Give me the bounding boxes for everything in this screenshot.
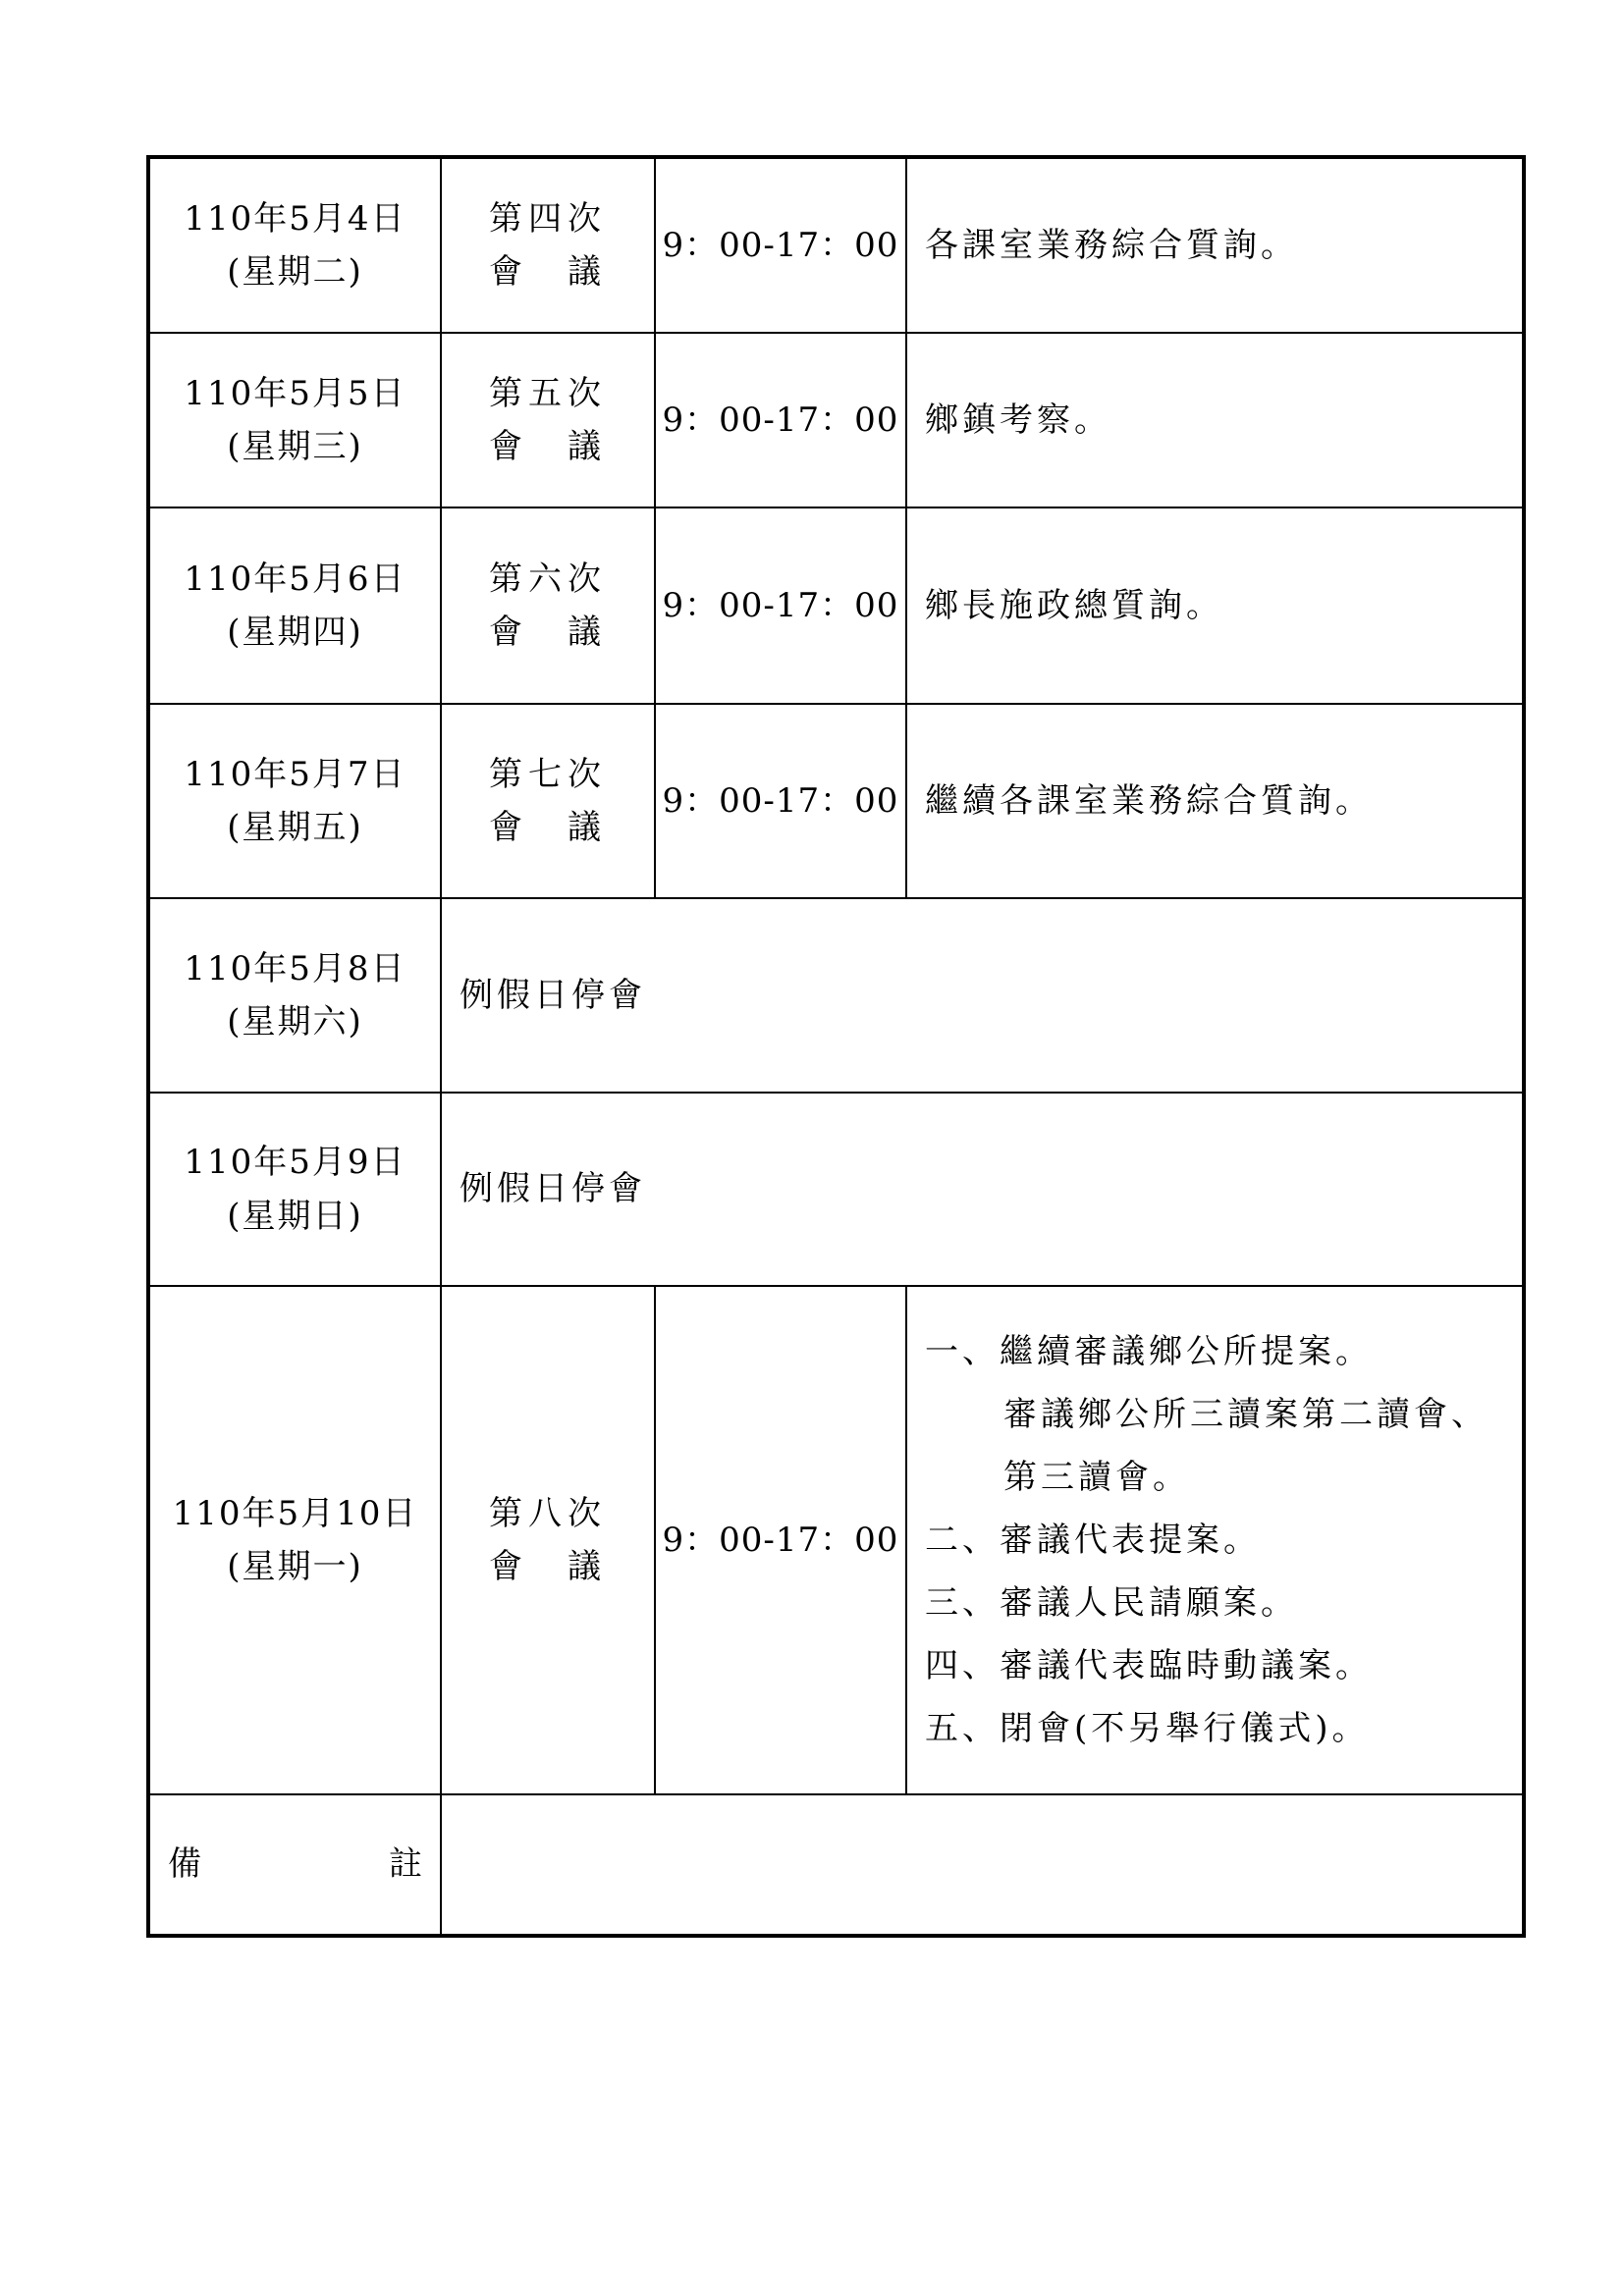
table-row-holiday bbox=[150, 898, 1522, 1093]
date-cell bbox=[150, 1286, 441, 1794]
agenda-cell: 繼續各課室業務綜合質詢。 bbox=[906, 704, 1522, 898]
date-cell bbox=[150, 1093, 441, 1286]
meeting-schedule-table bbox=[150, 159, 1522, 1934]
agenda-list bbox=[925, 1320, 1522, 1760]
time-cell: 9：00-17：00 bbox=[655, 159, 906, 333]
date-text: 110年5月6日 bbox=[184, 559, 406, 599]
meeting-cell bbox=[441, 704, 655, 898]
meeting-cell bbox=[441, 159, 655, 333]
agenda-item: 審議鄉公所三讀案第二讀會、 bbox=[1003, 1395, 1489, 1434]
meeting-cell bbox=[441, 333, 655, 507]
agenda-cell: 各課室業務綜合質詢。 bbox=[906, 159, 1522, 333]
meeting-number: 第五次 bbox=[489, 373, 607, 413]
meeting-label: 會 議 bbox=[489, 1547, 607, 1586]
remarks-label-cell bbox=[150, 1794, 441, 1934]
time-cell: 9：00-17：00 bbox=[655, 507, 906, 704]
agenda-item: 五、閉會(不另舉行儀式)。 bbox=[925, 1709, 1370, 1748]
table-row-remarks bbox=[150, 1794, 1522, 1934]
time-cell: 9：00-17：00 bbox=[655, 704, 906, 898]
schedule-table-frame bbox=[146, 155, 1526, 1938]
holiday-note: 例假日停會 bbox=[441, 1093, 1522, 1286]
date-text: 110年5月4日 bbox=[184, 198, 406, 239]
meeting-number: 第六次 bbox=[489, 559, 607, 599]
meeting-number: 第八次 bbox=[489, 1493, 607, 1533]
agenda-cell bbox=[906, 1286, 1522, 1794]
weekday-text: (星期日) bbox=[227, 1196, 363, 1236]
date-cell bbox=[150, 507, 441, 704]
agenda-item: 三、審議人民請願案。 bbox=[925, 1583, 1298, 1623]
table-row bbox=[150, 159, 1522, 333]
weekday-text: (星期五) bbox=[227, 808, 363, 847]
agenda-cell: 鄉鎮考察。 bbox=[906, 333, 1522, 507]
date-cell bbox=[150, 159, 441, 333]
remarks-label-left: 備 bbox=[168, 1844, 201, 1885]
meeting-label: 會 議 bbox=[489, 252, 607, 292]
table-row bbox=[150, 507, 1522, 704]
agenda-cell: 鄉長施政總質詢。 bbox=[906, 507, 1522, 704]
holiday-note: 例假日停會 bbox=[441, 898, 1522, 1093]
weekday-text: (星期四) bbox=[227, 613, 363, 652]
meeting-label: 會 議 bbox=[489, 613, 607, 652]
meeting-number: 第七次 bbox=[489, 754, 607, 794]
date-text: 110年5月10日 bbox=[172, 1493, 418, 1533]
meeting-label: 會 議 bbox=[489, 427, 607, 466]
meeting-cell bbox=[441, 507, 655, 704]
meeting-label: 會 議 bbox=[489, 808, 607, 847]
date-text: 110年5月8日 bbox=[184, 948, 406, 988]
meeting-number: 第四次 bbox=[489, 198, 607, 239]
agenda-item: 二、審議代表提案。 bbox=[925, 1521, 1261, 1560]
table-row bbox=[150, 333, 1522, 507]
date-text: 110年5月7日 bbox=[184, 754, 406, 794]
agenda-item: 四、審議代表臨時動議案。 bbox=[925, 1646, 1373, 1685]
table-row-holiday bbox=[150, 1093, 1522, 1286]
weekday-text: (星期三) bbox=[227, 427, 363, 466]
date-cell bbox=[150, 333, 441, 507]
remarks-label bbox=[150, 1838, 440, 1891]
weekday-text: (星期二) bbox=[227, 252, 363, 292]
date-text: 110年5月9日 bbox=[184, 1143, 406, 1183]
date-cell bbox=[150, 704, 441, 898]
meeting-cell bbox=[441, 1286, 655, 1794]
date-cell bbox=[150, 898, 441, 1093]
remarks-label-right: 註 bbox=[389, 1844, 422, 1885]
weekday-text: (星期六) bbox=[227, 1002, 363, 1041]
remarks-content bbox=[441, 1794, 1522, 1934]
date-text: 110年5月5日 bbox=[184, 373, 406, 413]
agenda-item: 一、繼續審議鄉公所提案。 bbox=[925, 1332, 1373, 1371]
time-cell: 9：00-17：00 bbox=[655, 333, 906, 507]
agenda-item: 第三讀會。 bbox=[1003, 1458, 1190, 1497]
table-row bbox=[150, 704, 1522, 898]
table-row bbox=[150, 1286, 1522, 1794]
weekday-text: (星期一) bbox=[227, 1547, 363, 1586]
time-cell: 9：00-17：00 bbox=[655, 1286, 906, 1794]
